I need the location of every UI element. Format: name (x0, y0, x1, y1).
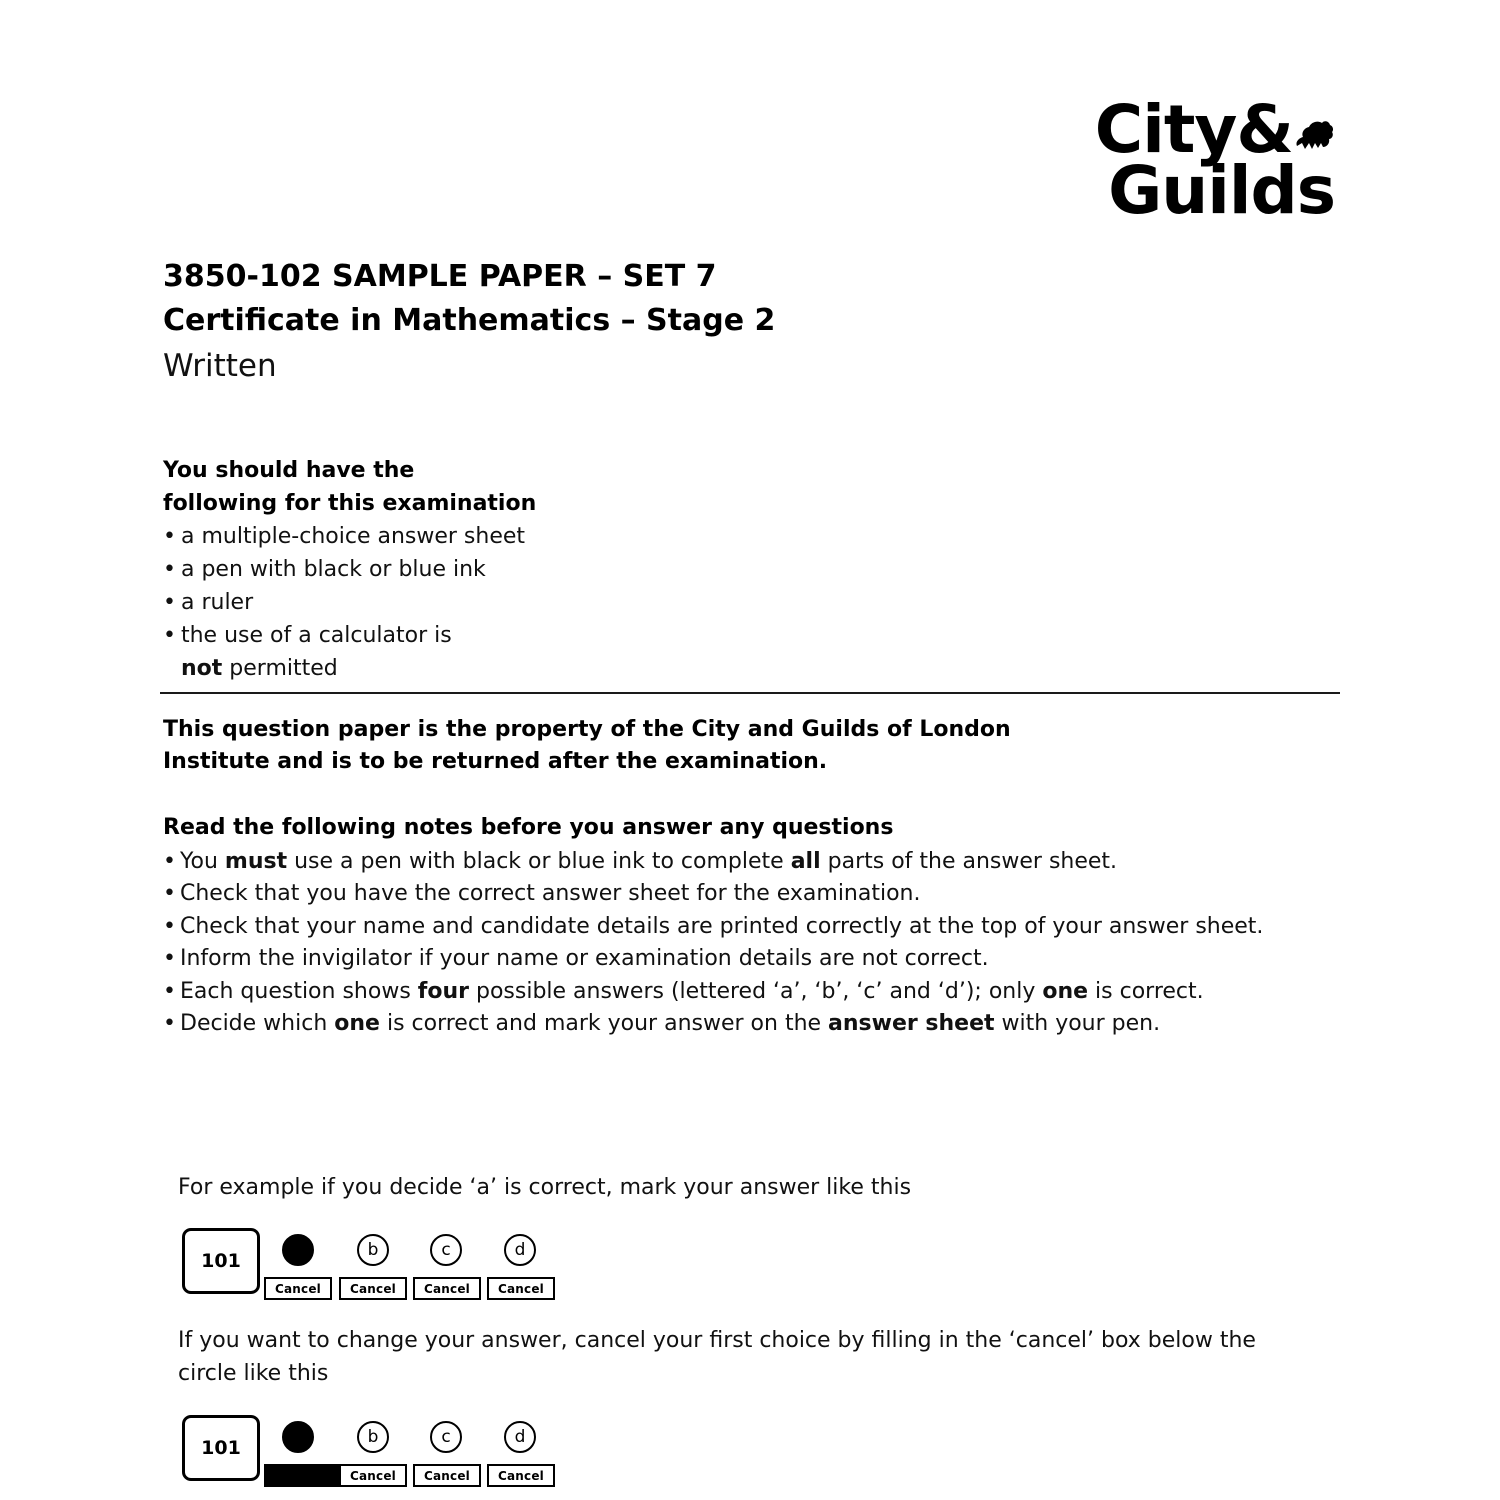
question-number-box: 101 (182, 1228, 260, 1294)
note-item (163, 1008, 1343, 1041)
lion-icon (1291, 116, 1335, 156)
option-a[interactable] (282, 1234, 316, 1266)
requirement-emphasis: not (181, 656, 223, 682)
bullet-icon: • (163, 848, 176, 874)
example-2-caption: If you want to change your answer, cancel your first choice by filling in the ‘cancel’ box below the circle like this (178, 1328, 1256, 1386)
property-notice (163, 714, 1313, 778)
property-notice-line-1: This question paper is the property of the City and Guilds of London (163, 717, 1011, 742)
note-text: Decide which (180, 1011, 335, 1037)
option-d[interactable] (504, 1234, 538, 1266)
cancel-box-b[interactable]: Cancel (339, 1277, 407, 1300)
note-text: is correct. (1088, 978, 1204, 1004)
paper-mode: Written (163, 347, 277, 384)
cancel-box-c[interactable]: Cancel (413, 1277, 481, 1300)
requirements-heading-line-2: following for this examination (163, 490, 537, 516)
cancel-box-c[interactable]: Cancel (413, 1464, 481, 1487)
note-emphasis: one (1042, 978, 1089, 1004)
note-emphasis: four (417, 978, 469, 1004)
option-a[interactable] (282, 1421, 316, 1453)
note-item (163, 878, 1343, 911)
note-emphasis: must (224, 848, 288, 874)
option-d-bubble[interactable]: d (504, 1234, 536, 1266)
cancel-box-b[interactable]: Cancel (339, 1464, 407, 1487)
requirement-item: • the use of a calculator is (163, 623, 452, 649)
option-b-bubble[interactable]: b (357, 1234, 389, 1266)
property-notice-line-2: Institute and is to be returned after the examination. (163, 748, 828, 774)
option-b-bubble[interactable]: b (357, 1421, 389, 1453)
note-text: is correct and mark your answer on the (379, 1011, 829, 1037)
requirement-item: • a pen with black or blue ink (163, 557, 486, 583)
note-item (163, 943, 1343, 976)
bullet-icon: • (163, 881, 176, 907)
question-number-box: 101 (182, 1415, 260, 1481)
note-text: with your pen. (994, 1011, 1161, 1037)
notes-list (163, 846, 1343, 1041)
example-1-caption: For example if you decide ‘a’ is correct, mark your answer like this (178, 1175, 912, 1200)
bullet-icon: • (163, 1011, 176, 1037)
option-d[interactable] (504, 1421, 538, 1453)
note-emphasis: answer sheet (828, 1011, 995, 1037)
note-emphasis: all (790, 848, 821, 874)
paper-code-title: 3850-102 SAMPLE PAPER – SET 7 (163, 259, 717, 294)
notes-block (163, 812, 1343, 1041)
option-c-bubble[interactable]: c (430, 1421, 462, 1453)
bullet-icon: • (163, 524, 176, 550)
option-c[interactable] (430, 1234, 464, 1266)
requirements-block (163, 455, 723, 685)
note-text: Check that your name and candidate details are printed correctly at the top of your answer sheet. (180, 913, 1264, 939)
cancel-box-d[interactable]: Cancel (487, 1464, 555, 1487)
certificate-title: Certificate in Mathematics – Stage 2 (163, 303, 776, 339)
cancel-box-d[interactable]: Cancel (487, 1277, 555, 1300)
option-b[interactable] (357, 1421, 391, 1453)
option-a-bubble[interactable] (282, 1234, 314, 1266)
option-d-bubble[interactable]: d (504, 1421, 536, 1453)
bullet-icon: • (163, 946, 176, 972)
bullet-icon: • (163, 557, 176, 583)
logo-line-1: City& (1095, 100, 1335, 161)
option-b[interactable] (357, 1234, 391, 1266)
note-text: parts of the answer sheet. (820, 848, 1118, 874)
logo-line-2: Guilds (1108, 151, 1335, 229)
note-item (163, 911, 1343, 944)
note-text: Inform the invigilator if your name or examination details are not correct. (180, 946, 989, 972)
requirement-item: • a ruler (163, 590, 254, 616)
note-text: possible answers (lettered ‘a’, ‘b’, ‘c’ and ‘d’); only (468, 978, 1043, 1004)
bullet-icon: • (163, 590, 176, 616)
note-item (163, 976, 1343, 1009)
note-text: Check that you have the correct answer sheet for the examination. (180, 881, 921, 907)
bullet-icon: • (163, 978, 176, 1004)
horizontal-divider (160, 692, 1340, 694)
bullet-icon: • (163, 623, 176, 649)
requirement-item-continuation: not permitted (181, 656, 338, 682)
requirement-item: • a multiple-choice answer sheet (163, 524, 526, 550)
note-text: You (180, 848, 225, 874)
bullet-icon: • (163, 913, 176, 939)
city-and-guilds-logo (1094, 91, 1335, 229)
note-emphasis: one (334, 1011, 380, 1037)
option-c-bubble[interactable]: c (430, 1234, 462, 1266)
option-a-bubble[interactable] (282, 1421, 314, 1453)
note-text: Each question shows (180, 978, 418, 1004)
notes-heading: Read the following notes before you answer any questions (163, 815, 894, 840)
requirements-heading-line-1: You should have the (163, 458, 415, 483)
page-title (163, 255, 775, 390)
cancel-box-a[interactable]: Cancel (264, 1277, 332, 1300)
note-text: use a pen with black or blue ink to complete (287, 848, 791, 874)
note-item (163, 846, 1343, 879)
option-c[interactable] (430, 1421, 464, 1453)
